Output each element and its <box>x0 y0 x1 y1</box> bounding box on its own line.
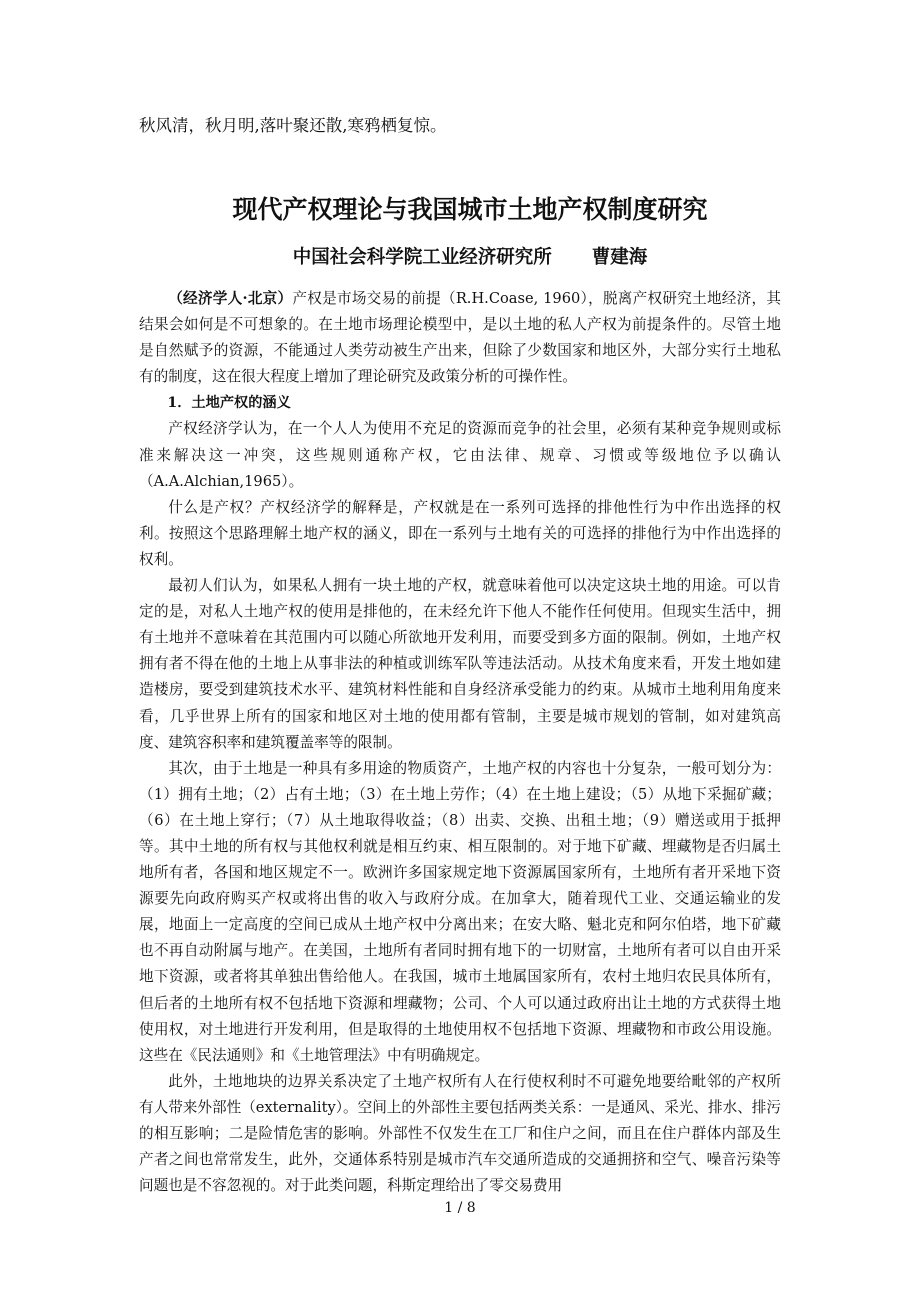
epigraph-poem: 秋风清，秋月明,落叶聚还散,寒鸦栖复惊。 <box>139 116 447 135</box>
page-number: 1 / 8 <box>444 1200 476 1216</box>
body-paragraph: 其次，由于土地是一种具有多用途的物质资产，土地产权的内容也十分复杂，一般可划分为：（1）拥有土地；（2）占有土地；（3）在土地上劳作；（4）在土地上建设；（5）从地下采掘矿藏；（6）在土地上穿行；（7）从土地取得收益；（8）出卖、交换、出租土地；（9）赠送或用于抵押等。其中土地的所有权与其他权利就是相互约束、相互限制的。对于地下矿藏、埋藏物是否归属土地所有者，各国和地区规定不一。欧洲许多国家规定地下资源属国家所有，土地所有者开采地下资源要先向政府购买产权或将出售的收入与政府分成。在加拿大，随着现代工业、交通运输业的发展，地面上一定高度的空间已成从土地产权中分离出来；在安大略、魁北克和阿尔伯塔，地下矿藏也不再自动附属与地产。在美国，土地所有者同时拥有地下的一切财富，土地所有者可以自由开采地下资源，或者将其单独出售给他人。在我国，城市土地属国家所有，农村土地归农民具体所有，但后者的土地所有权不包括地下资源和埋藏物；公司、个人可以通过政府出让土地的方式获得土地使用权，对土地进行开发利用，但是取得的土地使用权不包括地下资源、埋藏物和市政公用设施。这些在《民法通则》和《土地管理法》中有明确规定。 <box>139 759 781 1064</box>
source-label: （经济学人·北京） <box>168 290 293 307</box>
body-paragraph: 此外，土地地块的边界关系决定了土地产权所有人在行使权利时不可避免地要给毗邻的产权所有人带来外部性（externality）。空间上的外部性主要包括两类关系：一是通风、采光、排水、排污的相互影响；二是险情危害的影响。外部性不仅发生在工厂和住户之间，而且在住户群体内部及生产者之间也常常发生，此外，交通体系特别是城市汽车交通所造成的交通拥挤和空气、噪音污染等问题也是不容忽视的。对于此类问题，科斯定理给出了零交易费用 <box>139 1072 781 1195</box>
section-heading: 1．土地产权的涵义 <box>167 395 291 412</box>
body-paragraph: 什么是产权？产权经济学的解释是，产权就是在一系列可选择的排他性行为中作出选择的权利。按照这个思路理解土地产权的涵义，即在一系列与土地有关的可选择的排他行为中作出选择的权利。 <box>139 498 781 568</box>
body-paragraph: 产权经济学认为，在一个人人为使用不充足的资源而竞争的社会里，必须有某种竞争规则或标准来解决这一冲突，这些规则通称产权，它由法律、规章、习惯或等级地位予以确认（A.A.Alchian,1965）。 <box>139 420 781 490</box>
institution-name: 中国社会科学院工业经济研究所 <box>292 247 552 268</box>
article-body <box>139 286 781 1199</box>
article-title: 现代产权理论与我国城市土地产权制度研究 <box>232 195 708 224</box>
intro-text: 产权是市场交易的前提（R.H.Coase, 1960），脱离产权研究土地经济，其结果会如何是不可想象的。在土地市场理论模型中，是以土地的私人产权为前提条件的。尽管土地是自然赋予的资源，不能通过人类劳动被生产出来，但除了少数国家和地区外，大部分实行土地私有的制度，这在很大程度上增加了理论研究及政策分析的可操作性。 <box>139 290 781 386</box>
intro-paragraph <box>139 286 781 390</box>
author-name: 曹建海 <box>591 247 648 268</box>
body-paragraph: 最初人们认为，如果私人拥有一块土地的产权，就意味着他可以决定这块土地的用途。可以肯定的是，对私人土地产权的使用是排他的，在未经允许下他人不能作任何使用。但现实生活中，拥有土地并不意味着在其范围内可以随心所欲地开发利用，而要受到多方面的限制。例如，土地产权拥有者不得在他的土地上从事非法的种植或训练军队等违法活动。从技术角度来看，开发土地如建造楼房，要受到建筑技术水平、建筑材料性能和自身经济承受能力的约束。从城市土地利用角度来看，几乎世界上所有的国家和地区对土地的使用都有管制，主要是城市规划的管制，如对建筑高度、建筑容积率和建筑覆盖率等的限制。 <box>139 577 781 751</box>
author-byline <box>0 245 920 271</box>
